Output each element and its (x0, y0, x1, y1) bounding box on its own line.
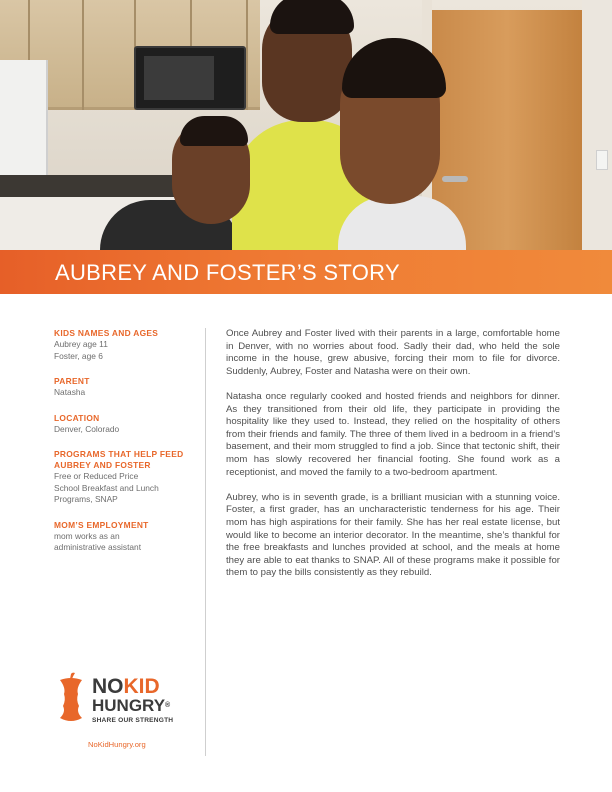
story-paragraph: Aubrey, who is in seventh grade, is a brilliant musician with a stunning voice. Foster, a first grader, has an uncharacteristic tenderness for his age. Their mom has high aspirations for their family. She has her real estate license, but would like to become an interior decorator. In the meantime, she’s thankful for the free breakfasts and lunches provided at school, and the meals at home they are able to eat thanks to SNAP. All of these programs make it possible for them to pay the bills consistently as they rebuild. (226, 491, 560, 579)
registered-mark: ® (165, 702, 171, 709)
sidebar-section-employment (54, 520, 194, 554)
logo-kid: KID (123, 675, 160, 698)
sidebar-section-kids (54, 328, 194, 362)
sidebar-value: Natasha (54, 387, 86, 397)
refrigerator (0, 60, 48, 180)
sidebar-value: Aubrey age 11 (54, 339, 108, 349)
kitchen-counter (0, 175, 200, 197)
sidebar-value: administrative assistant (54, 542, 142, 552)
logo-no: NO (92, 675, 124, 698)
sidebar-heading: PARENT (54, 376, 90, 386)
website-link[interactable]: NoKidHungry.org (88, 740, 146, 749)
sidebar-section-location (54, 413, 194, 436)
sidebar-heading: AUBREY AND FOSTER (54, 460, 151, 470)
sidebar-value: Free or Reduced Price (54, 471, 139, 481)
no-kid-hungry-logo (54, 672, 194, 728)
sidebar-section-parent (54, 376, 194, 399)
sidebar-value: School Breakfast and Lunch (54, 482, 159, 493)
sidebar-value: mom works as an (54, 530, 120, 541)
sidebar-heading: LOCATION (54, 412, 100, 423)
family-photo (0, 0, 612, 250)
sidebar-heading: MOM’S EMPLOYMENT (54, 519, 149, 530)
microwave (134, 46, 246, 110)
column-divider (205, 328, 206, 756)
logo-tagline: SHARE OUR STRENGTH (92, 717, 174, 724)
story-paragraph: Natasha once regularly cooked and hosted friends and neighbors for dinner. As they transitioned from their old life, they participate in providing the hospitality like they used to. Instead, they relied on the hospitality of others from their friends and family. The three of them lived in a bedroom in a friend’s basement, and their mom struggled to find a job. Since that tectonic shift, their mom has slowly recovered her financial footing. She found work as a receptionist, and moved the family to a two-bedroom apartment. (226, 390, 560, 478)
sidebar-section-programs (54, 449, 194, 506)
light-switch (596, 150, 608, 170)
sidebar-value: Foster, age 6 (54, 350, 103, 361)
page-title: AUBREY AND FOSTER’S STORY (55, 260, 400, 285)
fact-sidebar (54, 328, 194, 568)
sidebar-heading: KIDS NAMES AND AGES (54, 328, 159, 338)
logo-hungry: HUNGRY (92, 696, 166, 715)
sidebar-value: Programs, SNAP (54, 494, 118, 504)
sidebar-value: Denver, Colorado (54, 423, 120, 434)
apple-core-icon (54, 672, 88, 726)
sidebar-heading: PROGRAMS THAT HELP FEED (54, 449, 184, 459)
story-paragraph: Once Aubrey and Foster lived with their parents in a large, comfortable home in Denver, with no worries about food. Sadly their dad, who held the sole income in the house, grew abusive, forcing their mom to file for divorce. Suddenly, Aubrey, Foster and Natasha were on their own. (226, 328, 560, 377)
story-body (226, 328, 560, 592)
